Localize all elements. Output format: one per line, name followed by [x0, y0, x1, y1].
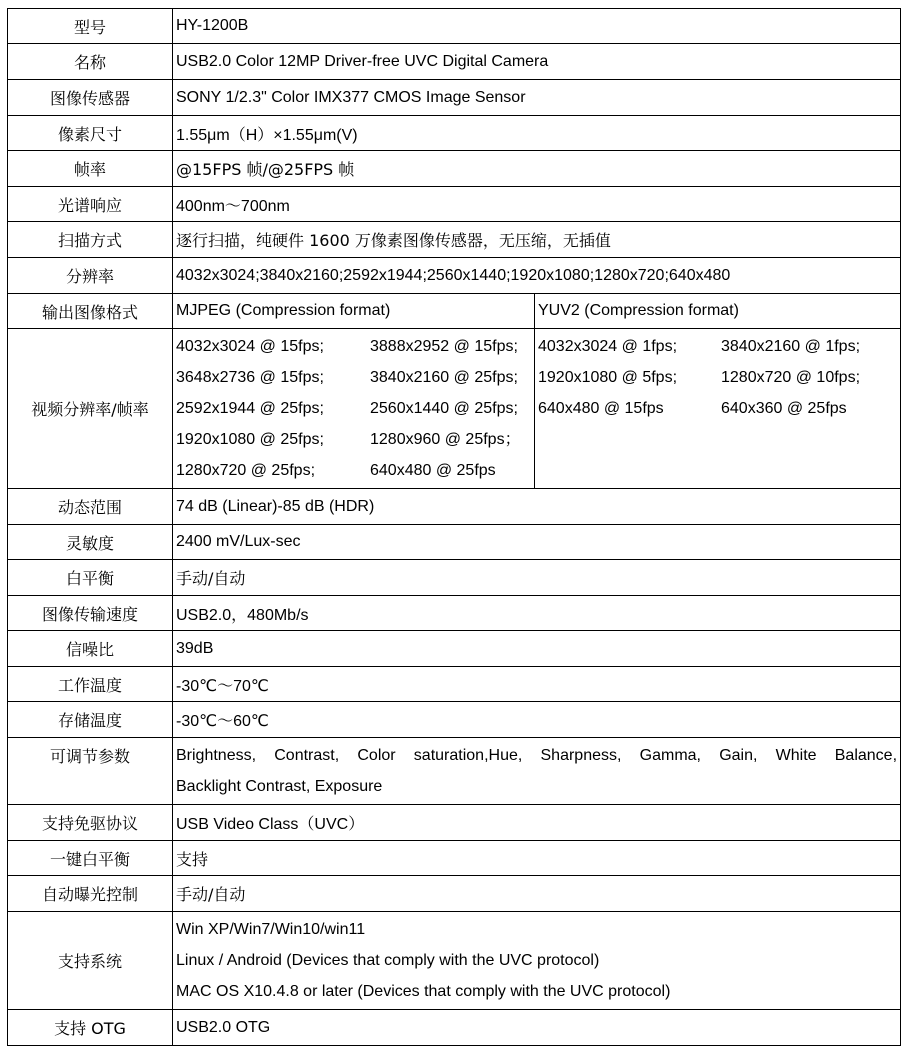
value-auto-exposure: 手动/自动: [173, 876, 901, 912]
list-item: 640x480 @ 15fps 640x360 @ 25fps: [538, 400, 847, 417]
row-auto-exposure: [8, 876, 901, 912]
row-frame-rate: [8, 151, 901, 187]
adjustable-line-1: Brightness, Contrast, Color saturation,Hue, Sharpness, Gamma, Gain, White Balance,: [176, 747, 898, 764]
label-otg: 支持 OTG: [8, 1010, 173, 1046]
value-video-res-yuv: [535, 329, 901, 489]
value-output-yuv: YUV2 (Compression format): [535, 294, 901, 329]
value-sensor: SONY 1/2.3" Color IMX377 CMOS Image Sensor: [173, 80, 901, 116]
label-output-format: 输出图像格式: [8, 294, 173, 329]
value-video-res-mjpeg: [173, 329, 535, 489]
row-name: [8, 44, 901, 80]
row-storage-temp: [8, 702, 901, 738]
row-adjustable: [8, 738, 901, 805]
value-resolution: 4032x3024;3840x2160;2592x1944;2560x1440;1920x1080;1280x720;640x480: [173, 258, 901, 294]
value-scan-mode: 逐行扫描，纯硬件 1600 万像素图像传感器，无压缩，无插值: [173, 222, 901, 258]
list-item: 1920x1080 @ 5fps; 1280x720 @ 10fps;: [538, 369, 861, 386]
value-work-temp: -30℃～70℃: [173, 667, 901, 702]
row-transfer-speed: [8, 596, 901, 631]
value-spectral: 400nm～700nm: [173, 187, 901, 222]
value-output-mjpeg: MJPEG (Compression format): [173, 294, 535, 329]
list-item: 4032x3024 @ 15fps; 3888x2952 @ 15fps;: [176, 338, 518, 355]
value-systems: [173, 912, 901, 1010]
label-sensor: 图像传感器: [8, 80, 173, 116]
value-otg: USB2.0 OTG: [173, 1010, 901, 1046]
row-white-balance: [8, 560, 901, 596]
label-pixel-size: 像素尺寸: [8, 116, 173, 151]
row-pixel-size: [8, 116, 901, 151]
label-work-temp: 工作温度: [8, 667, 173, 702]
label-storage-temp: 存储温度: [8, 702, 173, 738]
list-item: Win XP/Win7/Win10/win11: [176, 921, 366, 938]
label-name: 名称: [8, 44, 173, 80]
row-systems: [8, 912, 901, 1010]
value-name: USB2.0 Color 12MP Driver-free UVC Digital Camera: [173, 44, 901, 80]
row-video-res: [8, 329, 901, 489]
list-item: 3648x2736 @ 15fps; 3840x2160 @ 25fps;: [176, 369, 518, 386]
list-item: 2592x1944 @ 25fps; 2560x1440 @ 25fps;: [176, 400, 518, 417]
label-dynamic-range: 动态范围: [8, 489, 173, 525]
label-resolution: 分辨率: [8, 258, 173, 294]
value-model: HY-1200B: [173, 9, 901, 44]
row-output-format: [8, 294, 901, 329]
label-one-key-wb: 一键白平衡: [8, 841, 173, 876]
value-storage-temp: -30℃～60℃: [173, 702, 901, 738]
label-scan-mode: 扫描方式: [8, 222, 173, 258]
value-snr: 39dB: [173, 631, 901, 667]
row-protocol: [8, 805, 901, 841]
label-protocol: 支持免驱协议: [8, 805, 173, 841]
row-resolution: [8, 258, 901, 294]
label-model: 型号: [8, 9, 173, 44]
label-sensitivity: 灵敏度: [8, 525, 173, 560]
label-frame-rate: 帧率: [8, 151, 173, 187]
row-spectral: [8, 187, 901, 222]
row-snr: [8, 631, 901, 667]
spec-table: [7, 8, 901, 1046]
label-video-res: 视频分辨率/帧率: [8, 329, 173, 489]
row-scan-mode: [8, 222, 901, 258]
label-auto-exposure: 自动曝光控制: [8, 876, 173, 912]
value-frame-rate: @15FPS 帧/@25FPS 帧: [173, 151, 901, 187]
list-item: 1920x1080 @ 25fps; 1280x960 @ 25fps；: [176, 431, 521, 448]
value-pixel-size: 1.55μm（H）×1.55μm(V): [173, 116, 901, 151]
value-transfer-speed: USB2.0，480Mb/s: [173, 596, 901, 631]
label-systems: 支持系统: [8, 912, 173, 1010]
row-otg: [8, 1010, 901, 1046]
value-adjustable: [173, 738, 901, 805]
value-white-balance: 手动/自动: [173, 560, 901, 596]
row-model: [8, 9, 901, 44]
value-protocol: USB Video Class（UVC）: [173, 805, 901, 841]
row-work-temp: [8, 667, 901, 702]
value-sensitivity: 2400 mV/Lux-sec: [173, 525, 901, 560]
label-transfer-speed: 图像传输速度: [8, 596, 173, 631]
label-spectral: 光谱响应: [8, 187, 173, 222]
value-one-key-wb: 支持: [173, 841, 901, 876]
row-sensitivity: [8, 525, 901, 560]
list-item: 1280x720 @ 25fps; 640x480 @ 25fps: [176, 462, 496, 479]
label-white-balance: 白平衡: [8, 560, 173, 596]
row-one-key-wb: [8, 841, 901, 876]
row-dynamic-range: [8, 489, 901, 525]
list-item: Linux / Android (Devices that comply with the UVC protocol): [176, 952, 600, 969]
value-dynamic-range: 74 dB (Linear)-85 dB (HDR): [173, 489, 901, 525]
list-item: 4032x3024 @ 1fps; 3840x2160 @ 1fps;: [538, 338, 861, 355]
list-item: MAC OS X10.4.8 or later (Devices that comply with the UVC protocol): [176, 983, 671, 1000]
adjustable-line-2: Backlight Contrast, Exposure: [176, 778, 383, 795]
label-snr: 信噪比: [8, 631, 173, 667]
label-adjustable: 可调节参数: [8, 738, 173, 805]
row-sensor: [8, 80, 901, 116]
